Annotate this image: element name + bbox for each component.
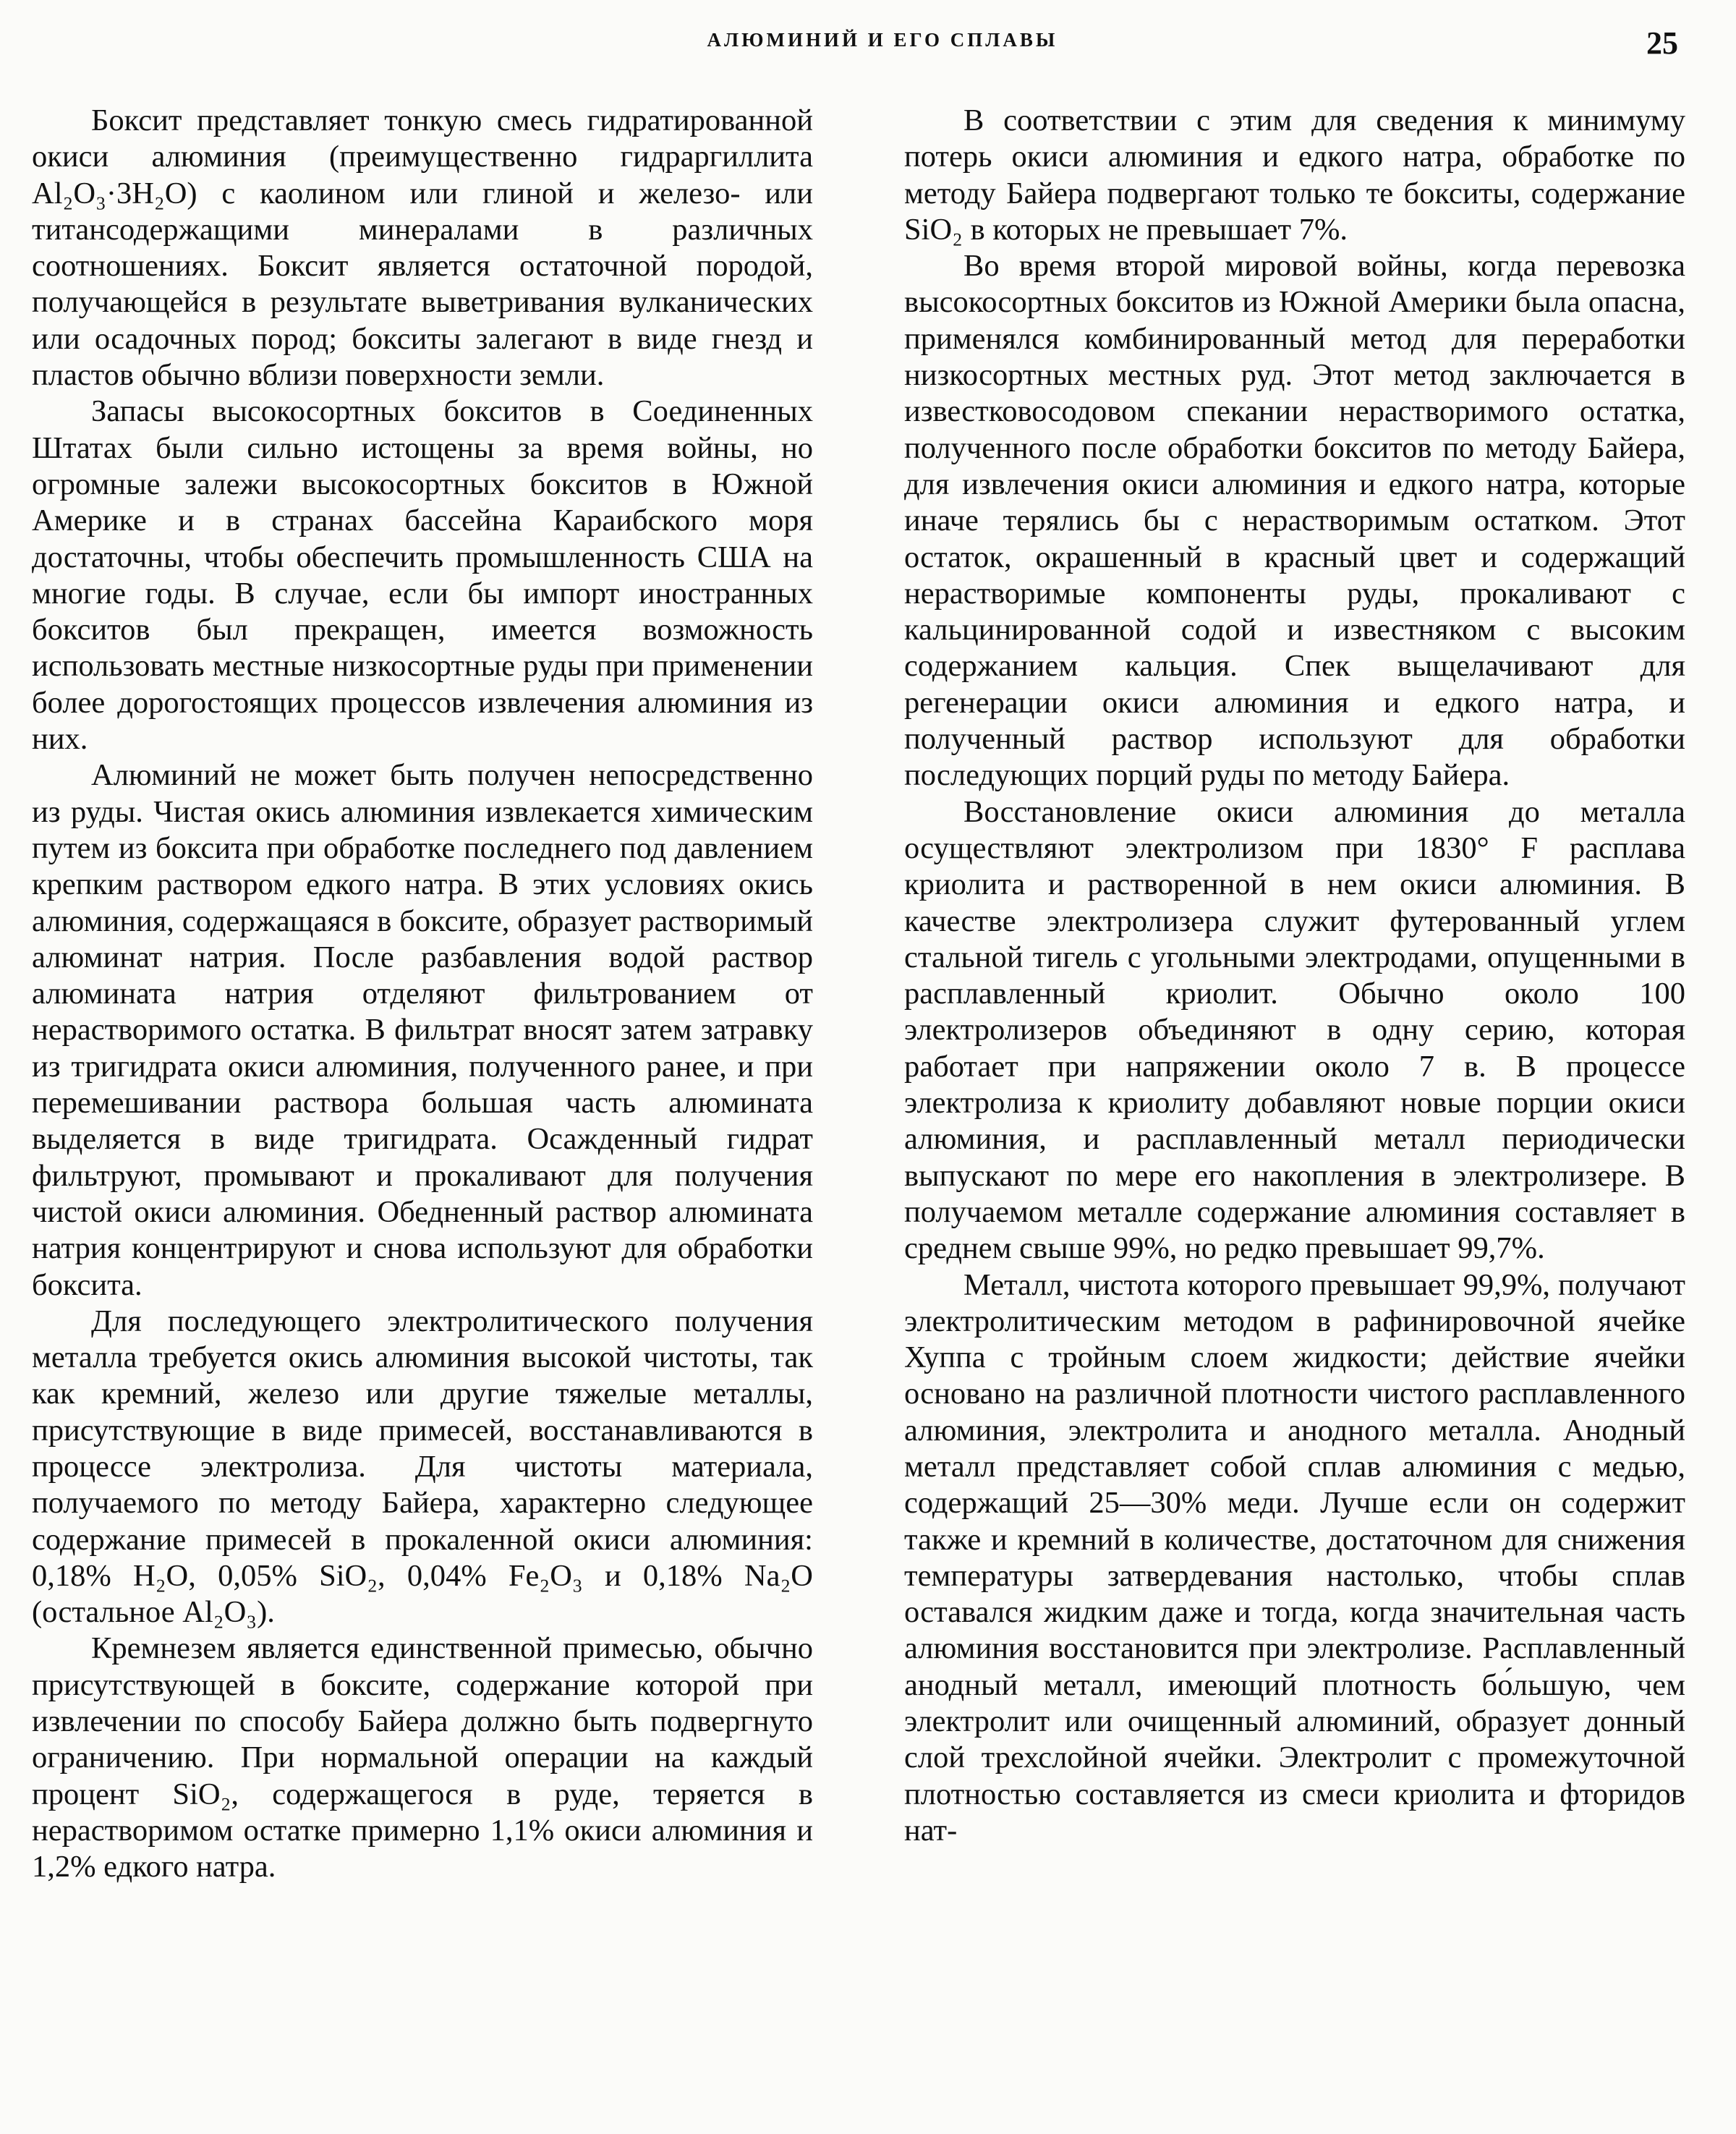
left-column xyxy=(32,103,813,1886)
paragraph-hoopes-refining: Металл, чистота которого превышает 99,9%, получают электролитическим методом в рафинировочной ячейке Хуппа с тройным слоем жидкости; действие ячейки основано на различной плотности чистого расплавленного алюминия, электролита и анодного металла. Анодный металл представляет собой сплав алюминия с медью, содержащий 25—30% меди. Лучше если он содержит также и кремний в количестве, достаточном для снижения температуры затвердевания настолько, чтобы сплав оставался жидким даже и тогда, когда значительная часть алюминия восстановится при электролизе. Расплавленный анодный металл, имеющий плотность бо́льшую, чем электролит или очищенный алюминий, образует донный слой трехслойной ячейки. Электролит с промежуточной плотностью составляется из смеси криолита и фторидов нат- xyxy=(904,1267,1685,1848)
page-number: 25 xyxy=(1646,25,1678,61)
paragraph-bauxite-composition: Боксит представляет тонкую смесь гидратированной окиси алюминия (преимущественно гидраргиллита Al₂O₃·3H₂O) с каолином или глиной и железо- или титансодержащими минералами в различных соотношениях. Боксит является остаточной породой, получающейся в результате выветривания вулканических или осадочных пород; бокситы залегают в виде гнезд и пластов обычно вблизи поверхности земли. xyxy=(32,103,813,393)
paragraph-bauxite-reserves: Запасы высокосортных бокситов в Соединенных Штатах были сильно истощены за время войны, но огромные залежи высокосортных бокситов в Южной Америке и в странах бассейна Караибского моря достаточны, чтобы обеспечить промышленность США на многие годы. В случае, если бы импорт иностранных бокситов был прекращен, имеется возможность использовать местные низкосортные руды при применении более дорогостоящих процессов извлечения алюминия из них. xyxy=(32,394,813,757)
paragraph-wartime-method: Во время второй мировой войны, когда перевозка высокосортных бокситов из Южной Америки была опасна, применялся комбинированный метод для переработки низкосортных местных руд. Этот метод заключается в известковосодовом спекании нерастворимого остатка, полученного после обработки бокситов по методу Байера, для извлечения окиси алюминия и едкого натра, которые иначе терялись бы с нерастворимым остатком. Этот остаток, окрашенный в красный цвет и содержащий нерастворимые компоненты руды, прокаливают с кальцинированной содой и известняком с высоким содержанием кальция. Спек выщелачивают для регенерации окиси алюминия и едкого натра, и полученный раствор используют для обработки последующих порций руды по методу Байера. xyxy=(904,249,1685,793)
paragraph-electrolysis: Восстановление окиси алюминия до металла осуществляют электролизом при 1830° F расплава криолита и растворенной в нем окиси алюминия. В качестве электролизера служит футерованный углем стальной тигель с угольными электродами, опущенными в расплавленный криолит. Обычно около 100 электролизеров объединяют в одну серию, которая работает при напряжении около 7 в. В процессе электролиза к криолиту добавляют новые порции окиси алюминия, и расплавленный металл периодически выпускают по мере его накопления в электролизере. В получаемом металле содержание алюминия составляет в среднем свыше 99%, но редко превышает 99,7%. xyxy=(904,794,1685,1266)
paragraph-alumina-purity: Для последующего электролитического получения металла требуется окись алюминия высокой чистоты, так как кремний, железо или другие тяжелые металлы, присутствующие в виде примесей, восстанавливаются в процессе электролиза. Для чистоты материала, получаемого по методу Байера, характерно следующее содержание примесей в прокаленной окиси алюминия: 0,18% H₂O, 0,05% SiO₂, 0,04% Fe₂O₃ и 0,18% Na₂O (остальное Al₂O₃). xyxy=(32,1304,813,1630)
paragraph-alumina-extraction: Алюминий не может быть получен непосредственно из руды. Чистая окись алюминия извлекается химическим путем из боксита при обработке последнего под давлением крепким раствором едкого натра. В этих условиях окись алюминия, содержащаяся в боксите, образует растворимый алюминат натрия. После разбавления водой раствор алюмината натрия отделяют фильтрованием от нерастворимого остатка. В фильтрат вносят затем затравку из тригидрата окиси алюминия, полученного ранее, и при перемешивании раствора большая часть алюмината выделяется в виде тригидрата. Осажденный гидрат фильтруют, промывают и прокаливают для получения чистой окиси алюминия. Обедненный раствор алюмината натрия концентрируют и снова используют для обработки боксита. xyxy=(32,758,813,1302)
paragraph-bayer-limit: В соответствии с этим для сведения к минимуму потерь окиси алюминия и едкого натра, обработке по методу Байера подвергают только те бокситы, содержание SiO₂ в которых не превышает 7%. xyxy=(904,103,1685,247)
paragraph-silica-impurity: Кремнезем является единственной примесью, обычно присутствующей в боксите, содержание которой при извлечении по способу Байера должно быть подвергнуто ограничению. При нормальной операции на каждый процент SiO₂, содержащегося в руде, теряется в нерастворимом остатке примерно 1,1% окиси алюминия и 1,2% едкого натра. xyxy=(32,1631,813,1884)
page-header xyxy=(87,25,1678,68)
right-column xyxy=(904,103,1685,1849)
running-title: АЛЮМИНИЙ И ЕГО СПЛАВЫ xyxy=(707,29,1058,51)
